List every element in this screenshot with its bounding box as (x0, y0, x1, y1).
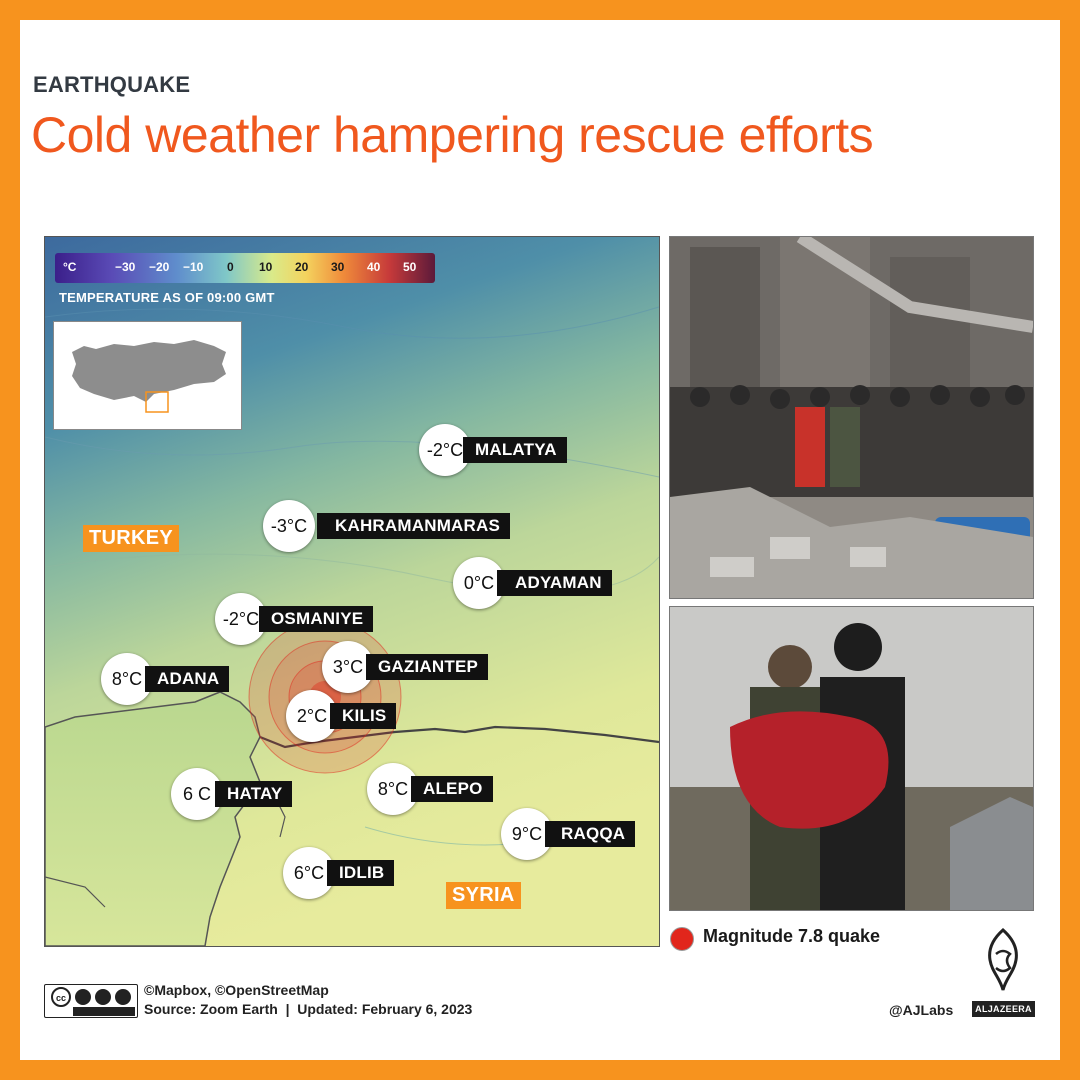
scale-tick: −10 (183, 260, 204, 274)
section-kicker: EARTHQUAKE (33, 72, 191, 97)
quake-legend-dot (670, 927, 694, 951)
quake-legend-label: Magnitude 7.8 quake (703, 926, 881, 946)
city-name: GAZIANTEP (366, 654, 488, 680)
city-name: HATAY (215, 781, 292, 807)
scale-tick: 50 (403, 260, 417, 274)
cc-by-nc-sa-icon (44, 984, 138, 1018)
country-label-syria: SYRIA (446, 882, 521, 909)
city-name: RAQQA (545, 821, 635, 847)
city-temp: -3°C (263, 500, 315, 552)
city-temp: -2°C (215, 593, 267, 645)
page-title: Cold weather hampering rescue efforts (31, 107, 874, 163)
city-name: ALEPO (411, 776, 493, 802)
city-temp: 2°C (286, 690, 338, 742)
city-name: ADANA (145, 666, 229, 692)
rescue-crowd-image (670, 237, 1033, 598)
map-credits: ©Mapbox, ©OpenStreetMap (144, 982, 329, 998)
scale-tick: 20 (295, 260, 309, 274)
scale-tick: 0 (227, 260, 234, 274)
scale-unit: °C (63, 260, 77, 274)
scale-tick: 30 (331, 260, 345, 274)
turkey-locator-inset (53, 321, 242, 430)
city-name: IDLIB (327, 860, 394, 886)
country-label-turkey: TURKEY (83, 525, 179, 552)
temperature-scale (55, 253, 435, 283)
scale-tick: 40 (367, 260, 381, 274)
turkey-outline-icon (54, 322, 241, 429)
photo-rescue-crowd (669, 236, 1034, 599)
scale-tick: −20 (149, 260, 170, 274)
scale-caption: TEMPERATURE AS OF 09:00 GMT (59, 290, 275, 305)
twitter-handle[interactable]: @AJLabs (889, 1002, 954, 1018)
aljazeera-wordmark: ALJAZEERA (972, 1001, 1035, 1017)
scale-tick: −30 (115, 260, 136, 274)
city-name: KAHRAMANMARAS (317, 513, 510, 539)
city-temp: -2°C (419, 424, 471, 476)
scale-tick: 10 (259, 260, 273, 274)
city-temp: 8°C (367, 763, 419, 815)
city-temp: 3°C (322, 641, 374, 693)
city-temp: 6°C (283, 847, 335, 899)
photo-rescuers-carrying (669, 606, 1034, 911)
source-line: Source: Zoom Earth | Updated: February 6, 2023 (144, 1001, 473, 1017)
aljazeera-logo-icon (978, 928, 1028, 994)
city-name: KILIS (330, 703, 396, 729)
city-name: ADYAMAN (497, 570, 612, 596)
city-name: OSMANIYE (259, 606, 373, 632)
city-temp: 0°C (453, 557, 505, 609)
temperature-map (44, 236, 660, 947)
city-temp: 9°C (501, 808, 553, 860)
city-temp: 8°C (101, 653, 153, 705)
rescuers-carrying-image (670, 607, 1033, 910)
city-temp: 6 C (171, 768, 223, 820)
svg-text:cc: cc (55, 993, 67, 1003)
city-name: MALATYA (463, 437, 567, 463)
